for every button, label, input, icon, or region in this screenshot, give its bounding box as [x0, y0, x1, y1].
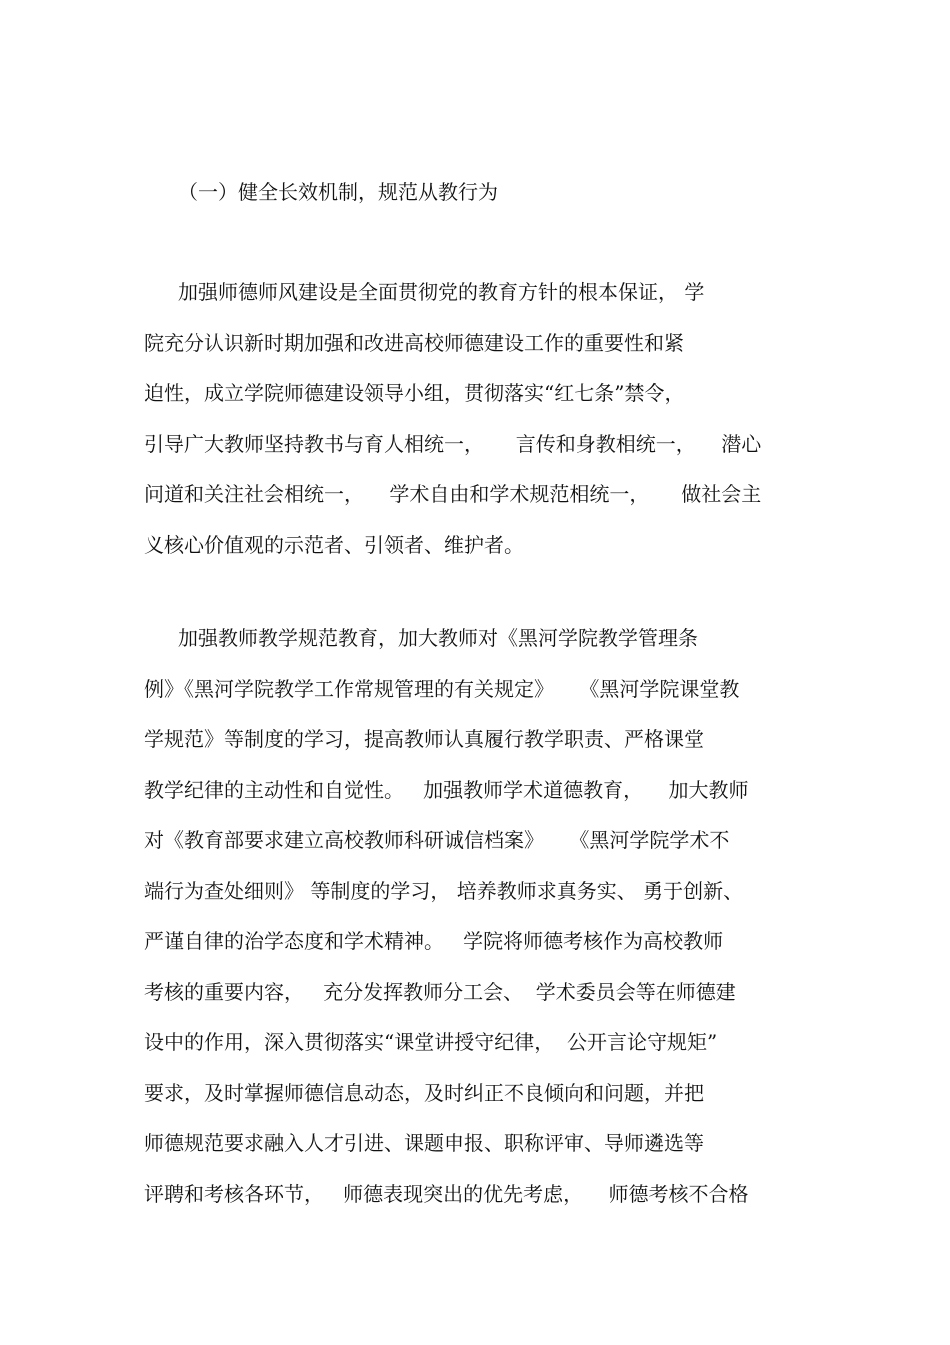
paragraph-line: 考核的重要内容， 充分发挥教师分工会、 学术委员会等在师德建	[144, 979, 736, 1004]
paragraph-line: 设中的作用，深入贯彻落实“课堂讲授守纪律， 公开言论守规矩”	[144, 1030, 718, 1054]
paragraph-line: 教学纪律的主动性和自觉性。 加强教师学术道德教育， 加大教师	[144, 777, 749, 802]
paragraph-line: 师德规范要求融入人才引进、课题申报、职称评审、导师遴选等	[144, 1131, 704, 1155]
paragraph-line: 学规范》等制度的学习，提高教师认真履行教学职责、严格课堂	[144, 727, 704, 751]
paragraph-2	[144, 622, 814, 1228]
paragraph-line: 院充分认识新时期加强和改进高校师德建设工作的重要性和紧	[144, 330, 684, 355]
paragraph-line: 端行为查处细则》 等制度的学习， 培养教师求真务实、 勇于创新、	[144, 878, 744, 903]
paragraph-line: 迫性，成立学院师德建设领导小组，贯彻落实“红七条”禁令，	[144, 381, 685, 405]
paragraph-line: 严谨自律的治学态度和学术精神。 学院将师德考核作为高校教师	[144, 929, 724, 953]
paragraph-line: 要求，及时掌握师德信息动态，及时纠正不良倾向和问题，并把	[144, 1080, 704, 1105]
paragraph-line: 加强师德师风建设是全面贯彻党的教育方针的根本保证， 学	[178, 280, 705, 304]
paragraph-line: 加强教师教学规范教育，加大教师对《黑河学院教学管理条	[178, 626, 698, 650]
paragraph-1	[144, 276, 814, 579]
paragraph-line: 义核心价值观的示范者、引领者、维护者。	[144, 532, 524, 557]
section-heading: （一）健全长效机制，规范从教行为	[178, 180, 498, 204]
paragraph-line: 评聘和考核各环节， 师德表现突出的优先考虑， 师德考核不合格	[144, 1181, 749, 1206]
paragraph-line: 引导广大教师坚持教书与育人相统一， 言传和身教相统一， 潜心	[144, 431, 762, 456]
paragraph-line: 例》《黑河学院教学工作常规管理的有关规定》 《黑河学院课堂教	[144, 676, 740, 701]
paragraph-line: 问道和关注社会相统一， 学术自由和学术规范相统一， 做社会主	[144, 482, 762, 506]
paragraph-line: 对《教育部要求建立高校教师科研诚信档案》 《黑河学院学术不	[144, 828, 730, 852]
